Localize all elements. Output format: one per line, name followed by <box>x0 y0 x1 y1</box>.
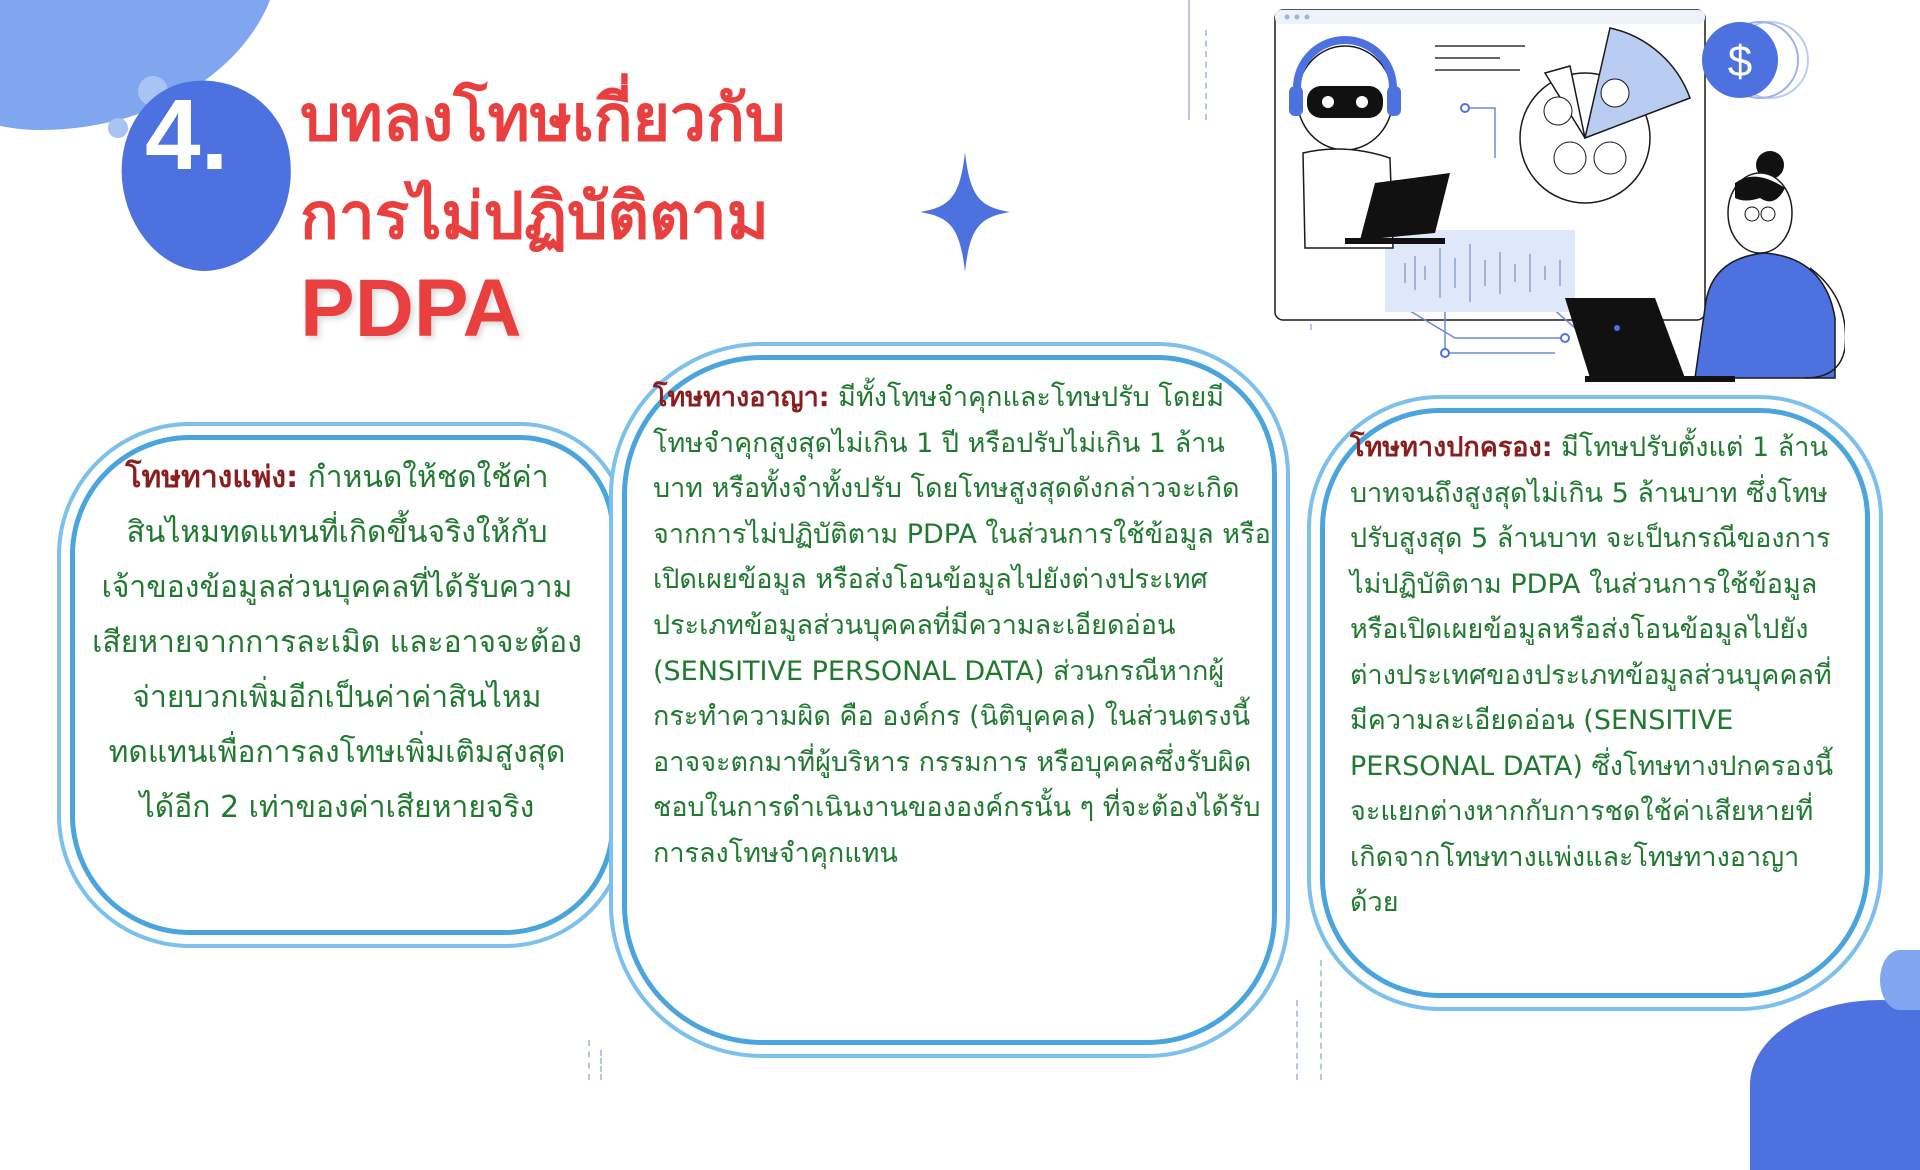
decorative-line <box>1296 1000 1300 1080</box>
title-line-1: บทลงโทษเกี่ยวกับ <box>300 82 786 156</box>
administrative-penalty-label: โทษทางปกครอง: <box>1350 432 1553 463</box>
decorative-line <box>617 450 619 770</box>
robot-woman-illustration <box>1265 8 1845 403</box>
decorative-blob-bottom-right-small <box>1880 950 1920 1010</box>
page-title <box>300 70 785 266</box>
title-emphasis: PDPA <box>300 263 522 354</box>
decorative-line <box>1188 0 1190 120</box>
civil-penalty-text <box>92 450 582 835</box>
section-number: 4. <box>145 79 229 191</box>
decorative-line <box>1205 30 1209 120</box>
decorative-blob-bottom-right <box>1750 1000 1920 1170</box>
decorative-line <box>600 1050 604 1080</box>
sparkle-icon <box>920 152 1010 272</box>
criminal-penalty-label: โทษทางอาญา: <box>653 382 830 413</box>
svg-text:$: $ <box>1727 37 1753 86</box>
administrative-penalty-body: มีโทษปรับตั้งแต่ 1 ล้านบาทจนถึงสูงสุดไม่เกิน 5 ล้านบาท ซึ่งโทษปรับสูงสุด 5 ล้านบาท จะเป็นกรณีของการไม่ปฏิบัติตาม PDPA ในส่วนการใช้ข้อมูล หรือเปิดเผยข้อมูลหรือส่งโอนข้อมูลไปยังต่างประเทศของประเภทข้อมูลส่วนบุคคลที่มีความละเอียดอ่อน (SENSITIVE PERSONAL DATA) ซึ่งโทษทางปกครองนี้จะแยกต่างหากกับการชดใช้ค่าเสียหายที่เกิดจากโทษทางแพ่งและโทษทางอาญาด้วย <box>1350 432 1834 918</box>
civil-penalty-label: โทษทางแพ่ง: <box>125 460 299 495</box>
dollar-icon <box>1702 22 1808 98</box>
decorative-line <box>588 1040 592 1080</box>
administrative-penalty-text <box>1350 425 1845 926</box>
decorative-line <box>1320 960 1324 1080</box>
decorative-dot <box>108 118 128 138</box>
criminal-penalty-body: มีทั้งโทษจำคุกและโทษปรับ โดยมีโทษจำคุกสูงสุดไม่เกิน 1 ปี หรือปรับไม่เกิน 1 ล้านบาท หรือทั้งจำทั้งปรับ โดยโทษสูงสุดดังกล่าวจะเกิดจากการไม่ปฏิบัติตาม PDPA ในส่วนการใช้ข้อมูล หรือเปิดเผยข้อมูล หรือส่งโอนข้อมูลไปยังต่างประเทศ ประเภทข้อมูลส่วนบุคคลที่มีความละเอียดอ่อน (SENSITIVE PERSONAL DATA) ส่วนกรณีหากผู้กระทำความผิด คือ องค์กร (นิติบุคคล) ในส่วนตรงนี้อาจจะตกมาที่ผู้บริหาร กรรมการ หรือบุคคลซึ่งรับผิดชอบในการดำเนินงานขององค์กรนั้น ๆ ที่จะต้องได้รับการลงโทษจำคุกแทน <box>653 382 1271 869</box>
title-line-2: การไม่ปฏิบัติตาม <box>300 180 769 254</box>
criminal-penalty-text <box>653 375 1273 877</box>
civil-penalty-body: กำหนดให้ชดใช้ค่าสินไหมทดแทนที่เกิดขึ้นจริงให้กับเจ้าของข้อมูลส่วนบุคคลที่ได้รับความเสียหายจากการละเมิด และอาจจะต้องจ่ายบวกเพิ่มอีกเป็นค่าค่าสินไหมทดแทนเพื่อการลงโทษเพิ่มเติมสูงสุดได้อีก 2 เท่าของค่าเสียหายจริง <box>92 460 582 825</box>
